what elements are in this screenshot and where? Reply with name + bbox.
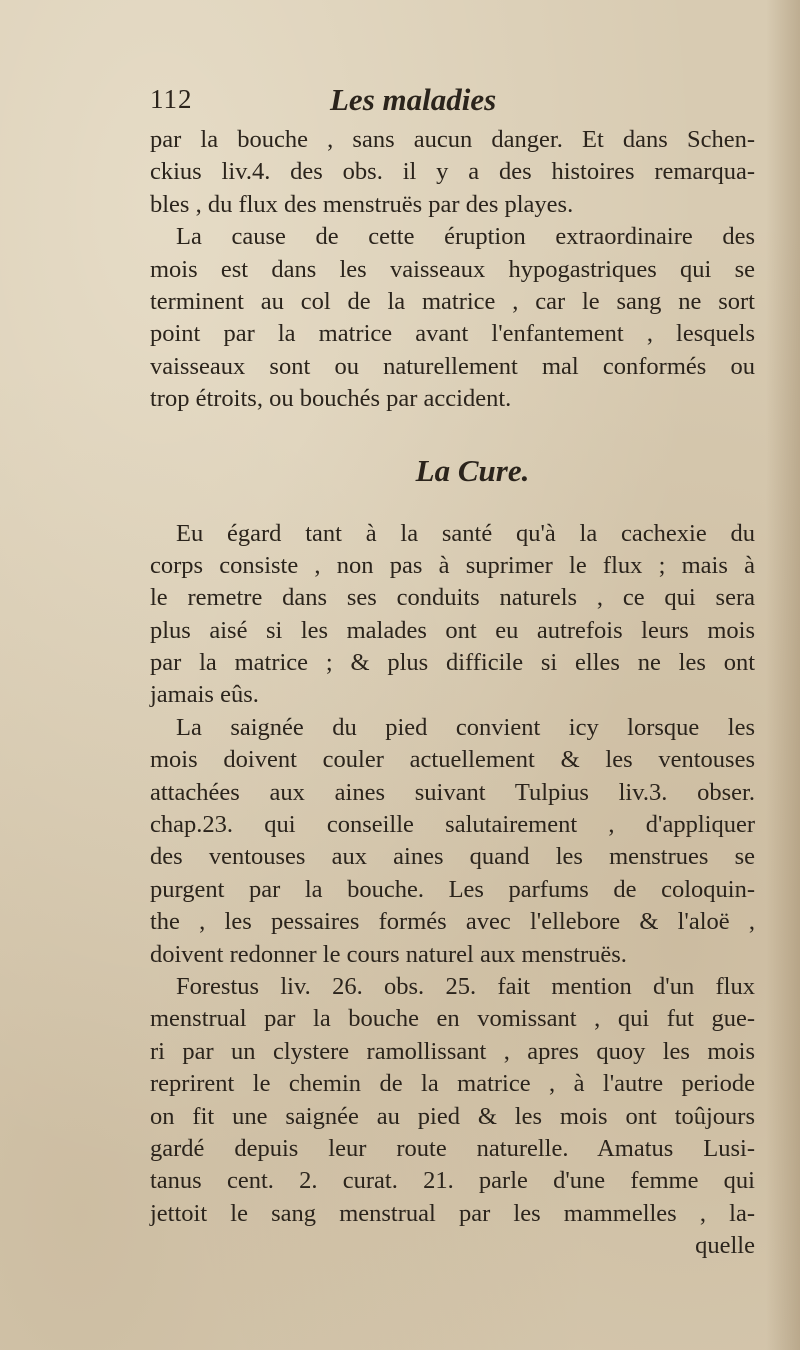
book-page	[150, 78, 755, 1263]
text-line: bles , du flux des menstruës par des playes.	[150, 190, 574, 218]
text-line: des ventouses aux aines quand les menstrues se	[150, 843, 755, 871]
page-shadow	[766, 0, 800, 1350]
text-line: plus aisé si les malades ont eu autrefois leurs mois	[150, 616, 755, 644]
text-line: the , les pessaires formés avec l'ellebore & l'aloë ,	[150, 908, 755, 936]
paragraph-cure	[150, 518, 755, 712]
text-line: le remetre dans ses conduits naturels , ce qui sera	[150, 584, 755, 612]
text-line: Forestus liv. 26. obs. 25. fait mention d'un flux	[176, 972, 755, 1000]
paragraph-cause	[150, 221, 755, 415]
text-line: chap.23. qui conseille salutairement , d'appliquer	[150, 811, 755, 839]
text-line: La saignée du pied convient icy lorsque les	[176, 713, 755, 741]
text-line: mois est dans les vaisseaux hypogastriques qui se	[150, 255, 755, 283]
page-number: 112	[150, 84, 193, 114]
text-line: Eu égard tant à la santé qu'à la cachexie du	[176, 519, 755, 547]
text-line: attachées aux aines suivant Tulpius liv.3. obser.	[150, 778, 755, 806]
text-line: terminent au col de la matrice , car le sang ne sort	[150, 287, 755, 315]
text-line: point par la matrice avant l'enfantement , lesquels	[150, 320, 755, 348]
running-title: Les maladies	[330, 82, 497, 117]
text-line: ri par un clystere ramollissant , apres quoy les mois	[150, 1037, 755, 1065]
text-line: jettoit le sang menstrual par les mammelles , la-	[150, 1199, 755, 1227]
catchword: quelle	[695, 1232, 755, 1260]
text-line: trop étroits, ou bouchés par accident.	[150, 385, 512, 413]
text-line: reprirent le chemin de la matrice , à l'autre periode	[150, 1070, 755, 1098]
text-line: La cause de cette éruption extraordinaire des	[176, 223, 755, 251]
section-heading: La Cure.	[415, 452, 530, 488]
text-line: vaisseaux sont ou naturellement mal conformés ou	[150, 352, 755, 380]
text-line: par la matrice ; & plus difficile si elles ne les ont	[150, 649, 755, 677]
text-line: purgent par la bouche. Les parfums de coloquin-	[150, 875, 755, 903]
text-line: on fit une saignée au pied & les mois ont toûjours	[150, 1102, 755, 1130]
text-line: menstrual par la bouche en vomissant , qui fut gue-	[150, 1005, 755, 1033]
text-line: ckius liv.4. des obs. il y a des histoires remarqua-	[150, 158, 755, 186]
paragraph-continuation	[150, 124, 755, 221]
text-line: doivent redonner le cours naturel aux menstruës.	[150, 940, 627, 968]
page-header	[150, 78, 755, 124]
text-line: par la bouche , sans aucun danger. Et dans Schen-	[150, 126, 755, 153]
paragraph-saignee	[150, 712, 755, 971]
text-line: jamais eûs.	[150, 681, 259, 709]
text-line: corps consiste , non pas à suprimer le flux ; mais à	[150, 551, 755, 579]
text-line: gardé depuis leur route naturelle. Amatus Lusi-	[150, 1134, 755, 1162]
text-line: mois doivent couler actuellement & les ventouses	[150, 746, 755, 774]
paragraph-forestus	[150, 971, 755, 1263]
text-line: tanus cent. 2. curat. 21. parle d'une femme qui	[150, 1167, 755, 1195]
